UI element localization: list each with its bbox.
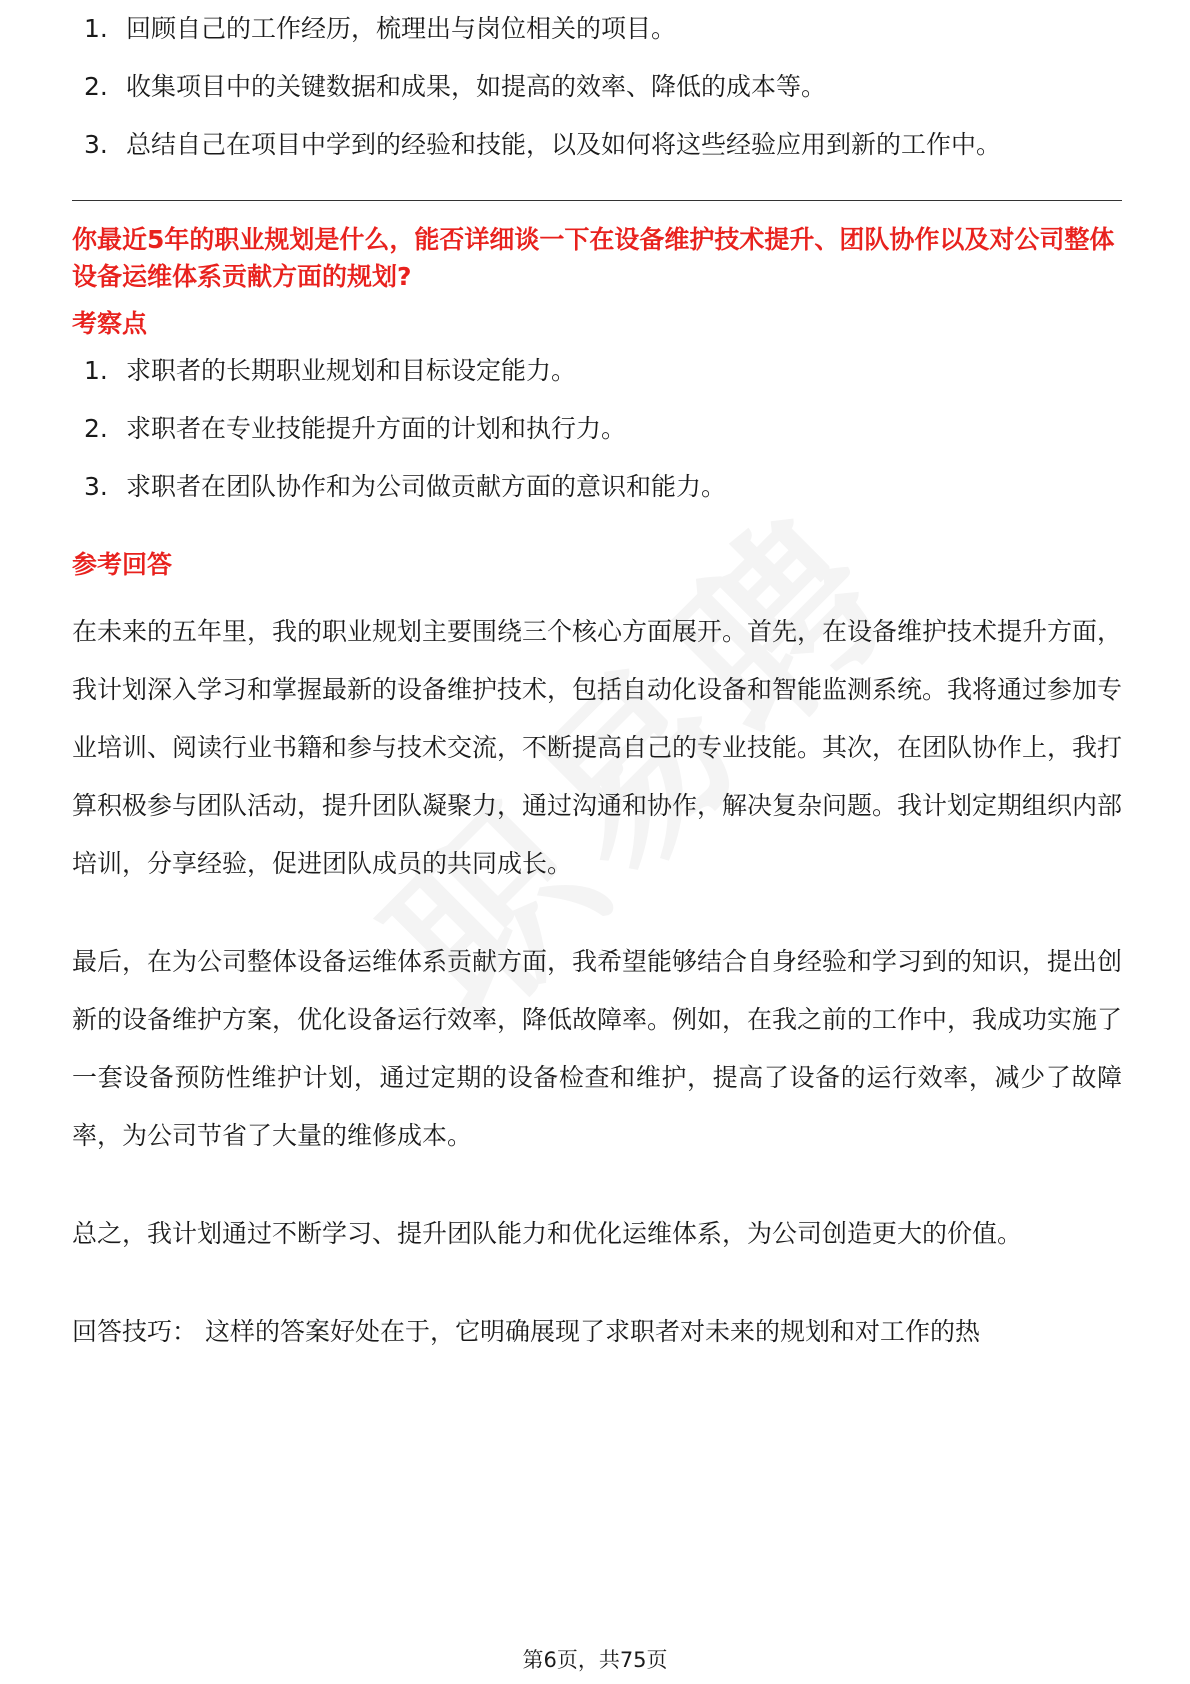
interview-question: 你最近5年的职业规划是什么，能否详细谈一下在设备维护技术提升、团队协作以及对公司整体设备运维体系贡献方面的规划? xyxy=(72,225,1115,291)
answer-paragraph: 最后，在为公司整体设备运维体系贡献方面，我希望能够结合自身经验和学习到的知识，提出创新的设备维护方案，优化设备运行效率，降低故障率。例如，在我之前的工作中，我成功实施了一套设备预防性维护计划，通过定期的设备检查和维护，提高了设备的运行效率，减少了故障率，为公司节省了大量的维修成本。 xyxy=(72,947,1123,1150)
reference-answer-heading: 参考回答 xyxy=(72,550,173,579)
list-item xyxy=(72,58,1126,116)
key-points-list xyxy=(72,342,1122,516)
list-item-text: 回顾自己的工作经历，梳理出与岗位相关的项目。 xyxy=(126,14,677,43)
answer-paragraph: 在未来的五年里，我的职业规划主要围绕三个核心方面展开。首先，在设备维护技术提升方面，我计划深入学习和掌握最新的设备维护技术，包括自动化设备和智能监测系统。我将通过参加专业培训、阅读行业书籍和参与技术交流，不断提高自己的专业技能。其次，在团队协作上，我打算积极参与团队活动，提升团队凝聚力，通过沟通和协作，解决复杂问题。我计划定期组织内部培训，分享经验，促进团队成员的共同成长。 xyxy=(72,617,1123,878)
list-item-number: 1. xyxy=(84,14,108,43)
list-item-number: 1. xyxy=(84,356,108,385)
list-item-number: 3. xyxy=(84,130,108,159)
previous-tips-list xyxy=(72,0,1122,174)
list-item-text: 收集项目中的关键数据和成果，如提高的效率、降低的成本等。 xyxy=(126,72,827,101)
key-points-heading: 考察点 xyxy=(72,309,148,338)
list-item-number: 3. xyxy=(84,472,108,501)
list-item xyxy=(72,0,1126,58)
answer-paragraph: 总之，我计划通过不断学习、提升团队能力和优化运维体系，为公司创造更大的价值。 xyxy=(72,1219,1023,1248)
answer-tips-paragraph: 回答技巧： 这样的答案好处在于，它明确展现了求职者对未来的规划和对工作的热 xyxy=(72,1317,980,1346)
list-item xyxy=(72,342,1126,400)
list-item-number: 2. xyxy=(84,414,108,443)
list-item-text: 求职者的长期职业规划和目标设定能力。 xyxy=(126,356,577,385)
list-item xyxy=(72,116,1126,174)
list-item-text: 总结自己在项目中学到的经验和技能，以及如何将这些经验应用到新的工作中。 xyxy=(126,130,1002,159)
list-item-text: 求职者在团队协作和为公司做贡献方面的意识和能力。 xyxy=(126,472,727,501)
section-divider xyxy=(72,200,1122,201)
list-item-number: 2. xyxy=(84,72,108,101)
list-item xyxy=(72,458,1126,516)
page-content xyxy=(72,0,1122,1361)
list-item xyxy=(72,400,1126,458)
list-item-text: 求职者在专业技能提升方面的计划和执行力。 xyxy=(126,414,627,443)
page-number: 第6页，共75页 xyxy=(522,1648,668,1672)
